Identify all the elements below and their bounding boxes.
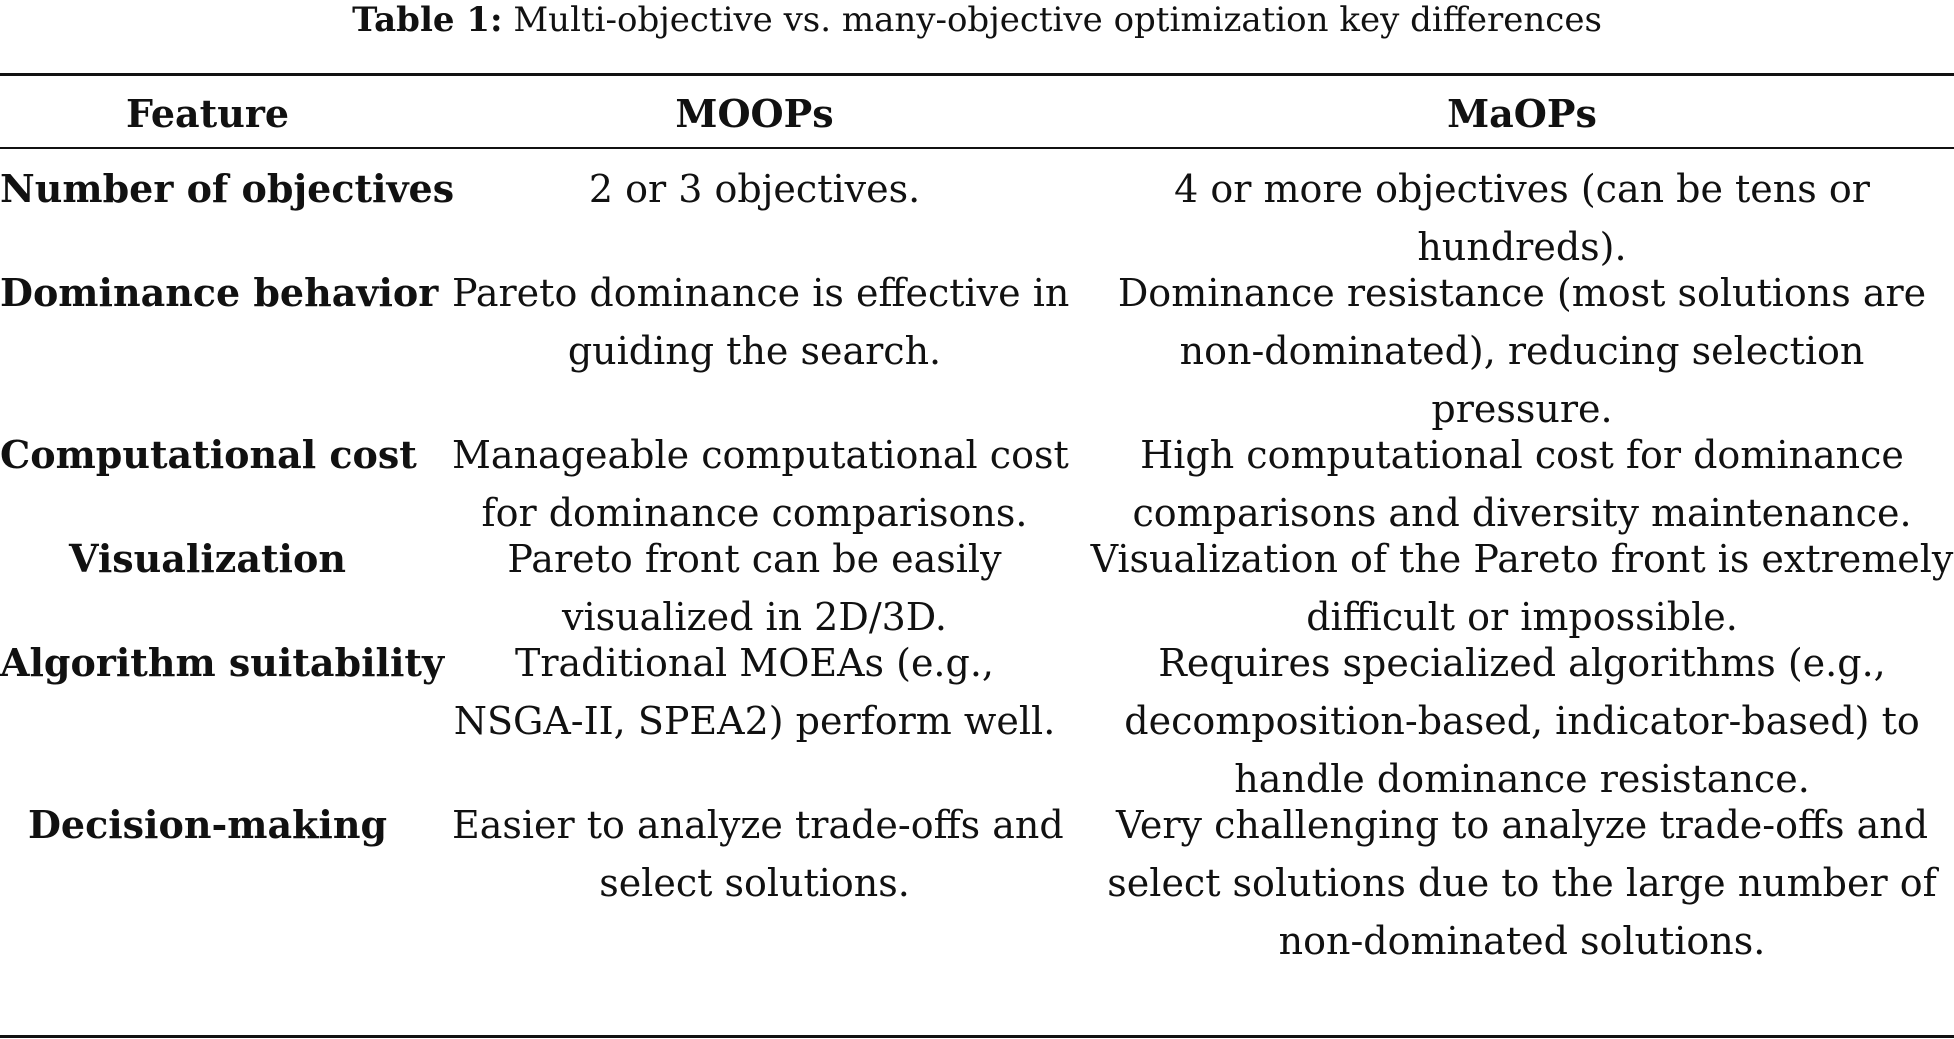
cell-line: Visualization of the Pareto front is extremely — [1090, 537, 1954, 581]
cell-line: Very challenging to analyze trade-offs and — [1115, 803, 1929, 847]
cell-maops — [1090, 160, 1954, 276]
cell-line: Pareto dominance is effective in — [452, 271, 1070, 315]
cell-line: guiding the search. — [567, 329, 942, 373]
cell-feature — [0, 796, 415, 854]
cell-line: for dominance comparisons. — [481, 491, 1028, 535]
cell-line: Number of objectives — [0, 166, 455, 211]
cell-line: hundreds). — [1417, 225, 1627, 269]
cell-line: pressure. — [1431, 387, 1613, 431]
cell-line: non-dominated solutions. — [1278, 919, 1766, 963]
cell-line: 2 or 3 objectives. — [588, 167, 921, 211]
header-maops: MaOPs — [1447, 91, 1597, 136]
cell-maops — [1090, 634, 1954, 808]
cell-line: Pareto front can be easily — [507, 537, 1002, 581]
cell-line: NSGA-II, SPEA2) perform well. — [453, 699, 1056, 743]
cell-line: comparisons and diversity maintenance. — [1132, 491, 1912, 535]
cell-moops — [452, 530, 1057, 646]
cell-line: Manageable computational cost — [452, 433, 1069, 477]
cell-line: visualized in 2D/3D. — [562, 595, 947, 639]
table-row — [0, 530, 1954, 646]
cell-line: handle dominance resistance. — [1234, 757, 1810, 801]
table-row — [0, 796, 1954, 970]
cell-moops — [452, 426, 1069, 542]
cell-moops — [452, 634, 1057, 750]
caption-text: Multi-objective vs. many-objective optimization key differences — [513, 0, 1602, 40]
table-row — [0, 160, 1954, 276]
cell-line: Decision-making — [27, 802, 388, 847]
cell-line: Traditional MOEAs (e.g., — [514, 641, 994, 685]
cell-line: Dominance resistance (most solutions are — [1117, 271, 1927, 315]
cell-line: High computational cost for dominance — [1140, 433, 1904, 477]
table-row — [0, 634, 1954, 808]
cell-line: select solutions due to the large number of — [1107, 861, 1937, 905]
cell-line: Dominance behavior — [0, 270, 439, 315]
table-header-row — [0, 86, 1954, 142]
cell-moops — [452, 796, 1064, 912]
cell-feature — [0, 160, 455, 218]
cell-feature — [0, 264, 439, 322]
header-rule — [0, 147, 1954, 149]
cell-maops — [1090, 426, 1954, 542]
cell-maops — [1090, 530, 1954, 646]
cell-line: difficult or impossible. — [1306, 595, 1738, 639]
caption-label: Table 1: — [352, 0, 503, 40]
cell-feature — [0, 530, 415, 588]
top-rule — [0, 73, 1954, 76]
header-moops: MOOPs — [675, 91, 834, 136]
cell-line: 4 or more objectives (can be tens or — [1174, 167, 1870, 211]
cell-line: Visualization — [69, 536, 346, 581]
cell-line: select solutions. — [599, 861, 910, 905]
cell-line: decomposition-based, indicator-based) to — [1124, 699, 1920, 743]
header-feature: Feature — [125, 91, 290, 136]
cell-maops — [1090, 796, 1954, 970]
bottom-rule — [0, 1035, 1954, 1038]
table-caption — [0, 0, 1954, 40]
cell-line: non-dominated), reducing selection — [1179, 329, 1865, 373]
cell-line: Computational cost — [0, 432, 417, 477]
cell-line: Easier to analyze trade-offs and — [452, 803, 1064, 847]
cell-moops — [452, 160, 1057, 218]
cell-feature — [0, 426, 415, 484]
table-row — [0, 426, 1954, 542]
cell-maops — [1090, 264, 1954, 438]
cell-moops — [452, 264, 1070, 380]
cell-line: Algorithm suitability — [0, 640, 445, 685]
table-row — [0, 264, 1954, 438]
cell-line: Requires specialized algorithms (e.g., — [1158, 641, 1886, 685]
cell-feature — [0, 634, 445, 692]
